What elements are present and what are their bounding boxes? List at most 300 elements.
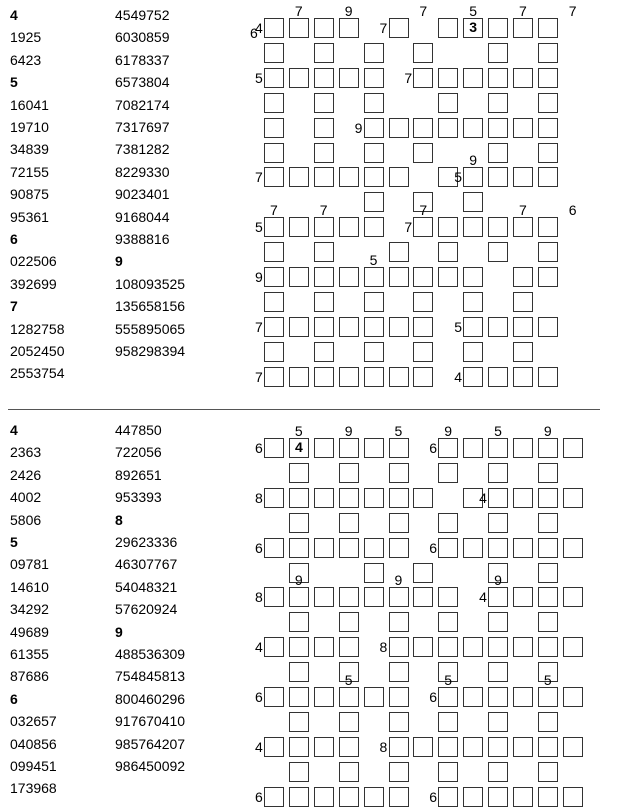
grid-cell	[463, 292, 483, 312]
clue-length-header: 4	[10, 7, 18, 23]
clue-entry: 447850	[115, 422, 162, 438]
entry-length-label: 6	[255, 788, 263, 805]
grid-cell	[463, 68, 483, 88]
grid-cell	[488, 712, 508, 732]
grid-cell	[488, 43, 508, 63]
grid-cell	[389, 438, 409, 458]
grid-cell	[513, 787, 533, 807]
entry-length-label: 5	[454, 318, 462, 335]
grid-cell	[364, 367, 384, 387]
grid-cell	[364, 342, 384, 362]
entry-length-label: 8	[379, 738, 388, 755]
grid-cell	[314, 538, 334, 558]
grid-cell	[463, 118, 483, 138]
entry-length-label: 9	[444, 423, 453, 439]
grid-cell	[488, 463, 508, 483]
clue-entry: 7082174	[115, 96, 170, 113]
grid-cell	[339, 687, 359, 707]
grid-cell	[438, 787, 458, 807]
grid-cell	[488, 118, 508, 138]
grid-cell	[413, 317, 433, 337]
entry-length-label: 6	[429, 539, 438, 556]
entry-length-label: 4	[454, 368, 462, 385]
grid-cell	[513, 18, 533, 38]
grid-cell	[289, 662, 309, 682]
grid-cell	[488, 687, 508, 707]
grid-cell	[413, 587, 433, 607]
grid-cell	[563, 488, 583, 508]
grid-cell	[513, 488, 533, 508]
grid-cell	[289, 317, 309, 337]
grid-cell	[463, 538, 483, 558]
entry-length-label: 7	[419, 3, 428, 19]
grid-cell	[264, 242, 284, 262]
grid-cell	[264, 587, 284, 607]
grid-cell	[314, 488, 334, 508]
grid-cell	[339, 317, 359, 337]
grid-cell	[289, 463, 309, 483]
puzzle-2	[0, 410, 622, 812]
clue-length-header: 6	[10, 690, 18, 707]
grid-cell	[538, 612, 558, 632]
grid-cell	[513, 68, 533, 88]
entry-length-label: 6	[429, 788, 438, 805]
grid-cell	[364, 217, 384, 237]
grid-cell	[413, 563, 433, 583]
grid-cell	[538, 217, 558, 237]
grid-cell	[438, 68, 458, 88]
grid-cell	[463, 737, 483, 757]
grid-cell	[389, 167, 409, 187]
grid-cell	[389, 513, 409, 533]
grid-cell	[339, 637, 359, 657]
entry-length-label: 5	[494, 423, 502, 439]
grid-cell	[339, 68, 359, 88]
grid-cell	[513, 737, 533, 757]
clue-entry: 173968	[10, 780, 57, 797]
clue-entry: 54048321	[115, 578, 178, 595]
grid-cell	[538, 143, 558, 163]
grid-cell	[538, 587, 558, 607]
clue-entry: 5806	[10, 511, 42, 528]
grid-cell	[314, 217, 334, 237]
grid-cell	[389, 762, 409, 782]
entry-length-label: 5	[469, 3, 477, 19]
grid-cell	[314, 687, 334, 707]
grid-cell	[389, 118, 409, 138]
grid-cell	[389, 737, 409, 757]
grid-cell	[389, 637, 409, 657]
grid-cell	[513, 538, 533, 558]
clue-entry: 72155	[10, 163, 49, 180]
grid-cell	[488, 93, 508, 113]
grid-cell	[264, 737, 284, 757]
grid-cell	[488, 18, 508, 38]
grid-cell	[438, 687, 458, 707]
grid-cell	[264, 367, 284, 387]
grid-cell	[438, 438, 458, 458]
clue-entry: 392699	[10, 275, 57, 292]
grid-cell	[413, 143, 433, 163]
grid-cell	[389, 18, 409, 38]
grid-cell	[438, 217, 458, 237]
entry-length-label: 5	[394, 423, 403, 439]
grid-cell	[314, 438, 334, 458]
grid-cell	[289, 68, 309, 88]
entry-length-label: 8	[255, 589, 263, 606]
grid-cell	[339, 587, 359, 607]
grid-cell	[413, 217, 433, 237]
clue-entry: 108093525	[115, 275, 186, 292]
entry-length-label: 7	[568, 3, 577, 19]
grid-cell	[513, 167, 533, 187]
clue-entry: 986450092	[115, 758, 186, 774]
clue-entry: 4002	[10, 489, 42, 506]
grid-cell	[488, 488, 508, 508]
clue-entry: 2052450	[10, 343, 65, 359]
grid-cell	[538, 488, 558, 508]
grid-cell	[264, 267, 284, 287]
entry-length-label: 4	[255, 639, 263, 656]
clue-length-header: 8	[115, 511, 123, 528]
grid-cell	[264, 538, 284, 558]
entry-length-label: 5	[294, 423, 303, 439]
clue-entry: 2553754	[10, 365, 65, 382]
entry-length-label: 4	[255, 20, 263, 36]
grid-cell	[389, 463, 409, 483]
grid-cell	[364, 488, 384, 508]
grid-cell	[314, 68, 334, 88]
grid-cell	[339, 438, 359, 458]
grid-cell	[339, 167, 359, 187]
grid-cell	[314, 93, 334, 113]
grid-cell	[289, 787, 309, 807]
grid-cell	[389, 587, 409, 607]
grid-cell	[438, 93, 458, 113]
grid-cell	[264, 217, 284, 237]
grid-cell	[538, 93, 558, 113]
entry-length-label: 9	[354, 119, 363, 136]
grid-cell	[364, 587, 384, 607]
grid-cell	[264, 488, 284, 508]
entry-length-label: 9	[469, 152, 477, 169]
grid-cell	[264, 292, 284, 312]
clue-length-header: 7	[10, 298, 18, 315]
entry-length-label: 6	[429, 440, 438, 456]
grid-cell	[538, 43, 558, 63]
grid-cell	[463, 267, 483, 287]
grid-cell	[513, 587, 533, 607]
entry-length-label: 7	[419, 202, 428, 219]
grid-cell	[389, 662, 409, 682]
grid-cell	[364, 787, 384, 807]
grid-cell	[438, 267, 458, 287]
grid-cell	[289, 367, 309, 387]
grid-cell	[339, 762, 359, 782]
grid-cell	[538, 737, 558, 757]
grid-cell	[413, 637, 433, 657]
grid-cell	[364, 143, 384, 163]
grid-cell	[538, 242, 558, 262]
grid-cell	[488, 438, 508, 458]
clue-entry: 34839	[10, 141, 49, 158]
clue-entry: 14610	[10, 578, 49, 595]
grid-cell	[438, 118, 458, 138]
clue-entry: 099451	[10, 758, 57, 774]
grid-cell	[563, 737, 583, 757]
clue-entry: 2426	[10, 466, 42, 483]
clue-length-header: 9	[115, 623, 123, 640]
grid-cell	[389, 488, 409, 508]
grid-cell	[339, 538, 359, 558]
grid-cell	[563, 587, 583, 607]
clue-entry: 34292	[10, 601, 49, 618]
clue-length-header: 5	[10, 74, 18, 91]
grid-cell	[538, 438, 558, 458]
grid-cell	[538, 687, 558, 707]
grid-cell	[339, 787, 359, 807]
grid-cell	[463, 317, 483, 337]
grid-cell	[513, 317, 533, 337]
grid-cell	[289, 488, 309, 508]
entry-length-label: 6	[568, 202, 577, 219]
entry-length-label: 5	[255, 69, 263, 86]
grid-cell	[314, 18, 334, 38]
grid-cell	[264, 787, 284, 807]
grid-cell	[289, 217, 309, 237]
clue-entry: 90875	[10, 186, 49, 203]
entry-length-label: 6	[255, 440, 263, 456]
grid-cell	[289, 737, 309, 757]
grid-cell	[289, 712, 309, 732]
clue-length-header: 5	[10, 534, 18, 550]
grid-cell	[488, 637, 508, 657]
clue-entry: 87686	[10, 668, 49, 685]
clue-entry: 032657	[10, 713, 57, 730]
grid-cell	[289, 762, 309, 782]
entry-length-label: 7	[270, 202, 278, 219]
entry-length-label: 6	[255, 689, 263, 705]
clue-entry: 9168044	[115, 208, 170, 225]
clue-length-header: 9	[115, 253, 123, 270]
grid-cell	[339, 612, 359, 632]
grid-cell	[264, 68, 284, 88]
grid-cell	[538, 787, 558, 807]
grid-cell	[438, 712, 458, 732]
grid-cell	[314, 367, 334, 387]
entry-length-label: 8	[255, 489, 263, 506]
entry-length-label: 9	[394, 572, 403, 589]
grid-cell	[264, 118, 284, 138]
entry-length-label: 6	[255, 539, 263, 556]
grid-cell	[389, 267, 409, 287]
grid-cell	[438, 612, 458, 632]
grid-cell	[364, 118, 384, 138]
grid-cell	[339, 18, 359, 38]
grid-cell	[339, 463, 359, 483]
clue-entry: 61355	[10, 646, 49, 662]
grid-cell	[339, 488, 359, 508]
grid-cell	[264, 143, 284, 163]
entry-length-label: 5	[543, 672, 552, 688]
grid-cell	[488, 737, 508, 757]
grid-cell	[463, 217, 483, 237]
grid-cell	[413, 267, 433, 287]
grid-cell	[463, 342, 483, 362]
grid-cell	[314, 267, 334, 287]
entry-length-label: 9	[543, 423, 552, 439]
given-digit: 3	[469, 19, 478, 35]
grid-cell	[264, 317, 284, 337]
grid-cell	[413, 488, 433, 508]
grid-cell	[463, 192, 483, 212]
clue-entry: 9023401	[115, 186, 170, 203]
entry-length-label: 9	[344, 3, 353, 19]
grid-cell	[264, 43, 284, 63]
grid-cell	[339, 513, 359, 533]
grid-cell	[264, 342, 284, 362]
grid-cell	[389, 687, 409, 707]
grid-cell	[513, 438, 533, 458]
clue-entry: 7381282	[115, 141, 170, 158]
clue-entry: 29623336	[115, 534, 178, 550]
grid-cell	[364, 317, 384, 337]
grid-cell	[413, 68, 433, 88]
clue-length-header: 6	[10, 231, 18, 247]
grid-cell	[314, 292, 334, 312]
grid-cell	[264, 93, 284, 113]
entry-length-label: 7	[379, 20, 388, 36]
grid-cell	[314, 787, 334, 807]
entry-length-label: 5	[454, 169, 462, 186]
grid-cell	[513, 687, 533, 707]
grid-cell	[538, 463, 558, 483]
grid-cell	[314, 587, 334, 607]
grid-cell	[438, 538, 458, 558]
grid-cell	[438, 242, 458, 262]
clue-entry: 800460296	[115, 690, 186, 707]
grid-cell	[389, 787, 409, 807]
entry-length-label: 5	[444, 672, 453, 688]
entry-length-label: 7	[319, 202, 328, 219]
grid-cell	[488, 787, 508, 807]
grid-cell	[488, 762, 508, 782]
grid-cell	[339, 217, 359, 237]
grid-cell	[314, 342, 334, 362]
grid-cell	[513, 267, 533, 287]
grid-cell	[389, 612, 409, 632]
grid-cell	[438, 587, 458, 607]
entry-length-label: 9	[294, 572, 303, 589]
grid-cell	[364, 167, 384, 187]
grid-cell	[438, 18, 458, 38]
grid-cell	[463, 787, 483, 807]
grid-cell	[513, 637, 533, 657]
clue-entry: 19710	[10, 119, 49, 135]
clue-entry: 953393	[115, 489, 162, 506]
grid-cell	[438, 513, 458, 533]
grid-cell	[488, 317, 508, 337]
grid-cell	[339, 367, 359, 387]
grid-cell	[438, 737, 458, 757]
grid-cell	[488, 143, 508, 163]
entry-length-label: 8	[379, 639, 388, 656]
clue-entry: 1925	[10, 29, 42, 46]
grid-cell	[538, 563, 558, 583]
grid-cell	[314, 242, 334, 262]
grid-cell	[314, 118, 334, 138]
clue-entry: 46307767	[115, 556, 178, 573]
grid-cell	[413, 43, 433, 63]
grid-cell	[538, 68, 558, 88]
entry-length-label: 7	[255, 368, 263, 385]
clue-entry: 1282758	[10, 320, 65, 337]
grid-cell	[488, 68, 508, 88]
clue-entry: 2363	[10, 444, 42, 461]
grid-cell	[413, 737, 433, 757]
grid-cell	[538, 317, 558, 337]
clue-entry: 892651	[115, 466, 162, 483]
clue-entry: 022506	[10, 253, 57, 270]
grid-cell	[364, 267, 384, 287]
entry-length-label: 7	[519, 3, 527, 19]
grid-cell	[463, 167, 483, 187]
grid-cell	[389, 712, 409, 732]
clue-entry: 09781	[10, 556, 49, 573]
entry-length-label: 5	[344, 672, 353, 688]
grid-cell	[538, 762, 558, 782]
grid-cell	[339, 737, 359, 757]
grid-cell	[513, 217, 533, 237]
clue-entry: 9388816	[115, 231, 170, 247]
entry-length-label: 5	[255, 219, 263, 236]
grid-cell	[364, 538, 384, 558]
grid-cell	[289, 538, 309, 558]
grid-cell	[463, 637, 483, 657]
grid-cell	[438, 463, 458, 483]
clue-entry: 16041	[10, 96, 49, 113]
grid-cell	[264, 18, 284, 38]
clue-entry: 8229330	[115, 163, 170, 180]
clue-entry: 555895065	[115, 320, 186, 337]
grid-cell	[538, 637, 558, 657]
clue-length-header: 4	[10, 422, 18, 438]
entry-length-label: 7	[255, 318, 263, 335]
grid-cell	[364, 93, 384, 113]
grid-cell	[389, 242, 409, 262]
grid-cell	[314, 317, 334, 337]
grid-cell	[289, 637, 309, 657]
clue-entry: 917670410	[115, 713, 186, 730]
grid-cell	[364, 43, 384, 63]
grid-cell	[364, 192, 384, 212]
grid-cell	[289, 513, 309, 533]
grid-cell	[438, 762, 458, 782]
grid-cell	[413, 367, 433, 387]
grid-cell	[463, 438, 483, 458]
clue-entry: 754845813	[115, 668, 186, 685]
grid-cell	[413, 118, 433, 138]
clue-entry: 958298394	[115, 343, 186, 359]
grid-cell	[488, 367, 508, 387]
clue-entry: 985764207	[115, 735, 186, 752]
clue-entry: 6573804	[115, 74, 170, 91]
clue-entry: 6423	[10, 51, 42, 68]
grid-cell	[488, 217, 508, 237]
grid-cell	[339, 712, 359, 732]
grid-cell	[513, 342, 533, 362]
grid-cell	[389, 317, 409, 337]
